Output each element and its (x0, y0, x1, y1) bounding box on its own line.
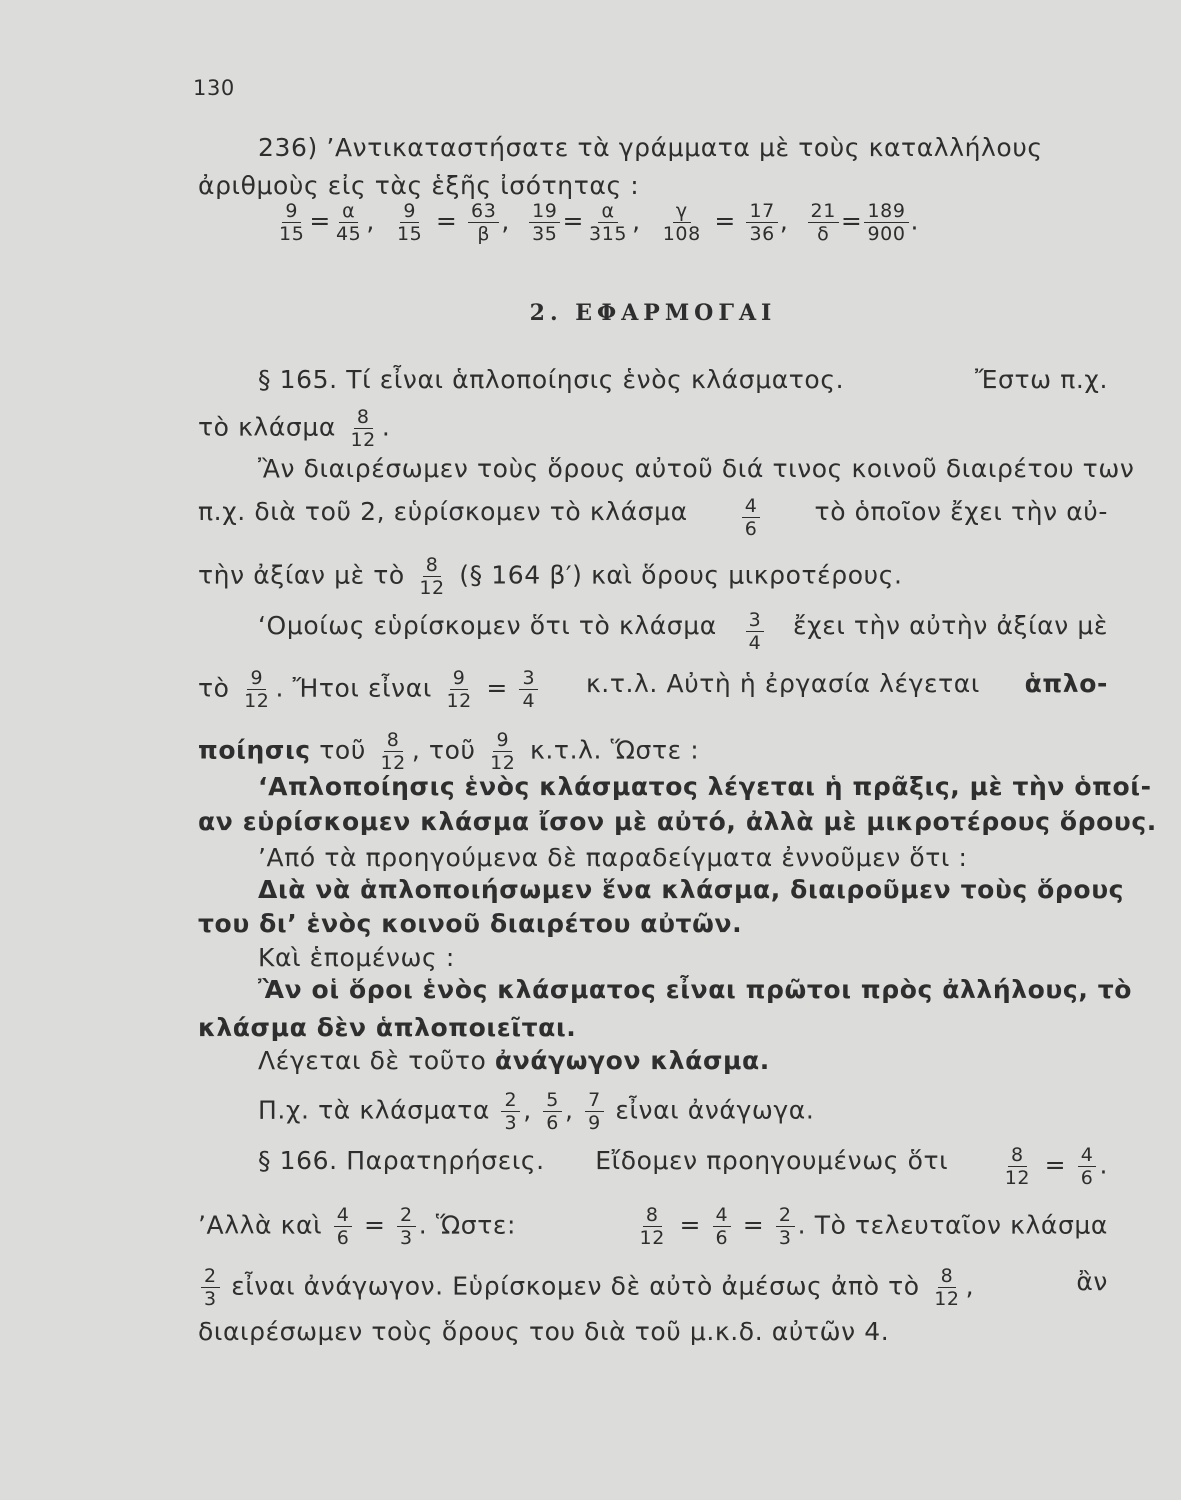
fraction: $\frac{9}{15}$ (396, 200, 423, 245)
paragraph-line (198, 496, 1108, 539)
fraction: $\frac{2}{3}$ (201, 1266, 220, 1309)
fraction: $\frac{8}{12}$ (380, 729, 406, 774)
fraction: $\frac{4}{6}$ (713, 1205, 732, 1248)
text: τὸ κλάσμα (198, 412, 336, 442)
text-bold: ‘Απλοποίησις ἑνὸς κλάσματος λέγεται ἡ πρᾶξις, μὲ τὴν ὁποί- (258, 772, 1152, 801)
exercise-equations: $\frac{9}{15}$ = $\frac{\alpha}{45}$ , $\frac{9}{15}$ = $\frac{63}{\beta}$ , $\frac{19}{35}$ = $\frac{\alpha}{315}$ , $\frac{\gamma}{108}$ = $\frac{17}{36}$ , $\frac{21}{\delta}$ = $\frac{189}{900}$ . (274, 201, 919, 244)
text: π.χ. διὰ τοῦ 2, εὑρίσκομεν τὸ κλάσμα (198, 497, 688, 526)
paragraph-line (258, 942, 1108, 974)
text-bold: ἀνάγωγον κλάσμα. (494, 1046, 770, 1075)
fraction: $\frac{21}{\delta}$ (808, 201, 839, 244)
text: τὸ (198, 673, 230, 703)
text: Καὶ ἑπομένως : (258, 943, 455, 972)
text-bold: ἁπλο- (1024, 669, 1108, 698)
fraction: $\frac{\alpha}{315}$ (589, 200, 628, 245)
text-bold: του δι’ ἑνὸς κοινοῦ διαιρέτου αὐτῶν. (198, 909, 743, 938)
paragraph-line (258, 1045, 1108, 1077)
text-bold: ποίησις (198, 735, 311, 765)
fraction: $\frac{9}{12}$ (490, 729, 516, 774)
paragraph-line (258, 842, 1108, 874)
fraction: $\frac{17}{36}$ (746, 201, 777, 244)
fraction: $\frac{3}{4}$ (519, 668, 538, 711)
text: ἀριθμοὺς εἰς τὰς ἑξῆς ἰσότητας : (198, 171, 640, 200)
fraction: $\frac{9}{15}$ (279, 200, 305, 245)
text: Ἔστω π.χ. (974, 365, 1108, 394)
text: τὸ ὁποῖον ἔχει τὴν αὐ- (814, 497, 1108, 526)
text: κ.τ.λ. Αὐτὴ ἡ ἐργασία λέγεται (585, 669, 980, 698)
fraction: $\frac{5}{6}$ (543, 1090, 562, 1133)
page-number: 130 (193, 76, 235, 100)
fraction: $\frac{7}{9}$ (585, 1090, 604, 1133)
exercise-line (198, 170, 1108, 202)
paragraph-line (258, 453, 1135, 485)
fraction: $\frac{8}{12}$ (350, 406, 376, 451)
fraction: $\frac{4}{6}$ (334, 1205, 353, 1248)
text: εἶναι ἀνάγωγον. Εὑρίσκομεν δὲ αὐτὸ ἀμέσως ἀπὸ τὸ (231, 1271, 920, 1301)
section-title: § 165. Τί εἶναι ἁπλοποίησις ἑνὸς κλάσματος. (258, 365, 845, 394)
text: Π.χ. τὰ κλάσματα (258, 1095, 490, 1125)
paragraph-line: $\frac{2}{3}$ εἶναι ἀνάγωγον. Εὑρίσκομεν δὲ αὐτὸ ἀμέσως ἀπὸ τὸ $\frac{8}{12}$ , ἂν (198, 1266, 1108, 1309)
paragraph-line (258, 610, 1108, 653)
rule-line (258, 974, 1133, 1006)
fraction: $\frac{\gamma}{108}$ (662, 200, 701, 245)
text: ‘Ομοίως εὑρίσκομεν ὅτι τὸ κλάσμα (258, 611, 717, 640)
definition-line (258, 771, 1152, 803)
text: 236) ’Αντικαταστήσατε τὰ γράμματα μὲ τοὺς καταλλήλους (258, 133, 1043, 162)
fraction: $\frac{8}{12}$ (419, 554, 445, 599)
text: . Ὥστε: (418, 1210, 516, 1240)
text: ἂν (1076, 1267, 1108, 1296)
fraction: $\frac{2}{3}$ (501, 1090, 520, 1133)
paragraph-line: τὸ κλάσμα $\frac{8}{12}$ . (198, 406, 391, 451)
fraction: $\frac{8}{12}$ (934, 1265, 960, 1310)
text: κ.τ.λ. Ὥστε : (530, 735, 700, 765)
text: . Τὸ τελευταῖον κλάσμα (797, 1210, 1108, 1240)
paragraph-line: ποίησις τοῦ $\frac{8}{12}$ , τοῦ $\frac{9}{12}$ κ.τ.λ. Ὥστε : (198, 729, 700, 774)
rule-line (258, 874, 1125, 906)
exercise-line (258, 132, 1108, 164)
fraction: $\frac{63}{\beta}$ (468, 201, 499, 244)
section-heading: 2. ΕΦΑΡΜΟΓΑΙ (529, 300, 777, 326)
text: Λέγεται δὲ τοῦτο (258, 1046, 487, 1075)
fraction: $\frac{19}{35}$ (529, 201, 560, 244)
text: Ἂν διαιρέσωμεν τοὺς ὅρους αὐτοῦ διά τινος κοινοῦ διαιρέτου των (258, 454, 1135, 483)
fraction: $\frac{9}{12}$ (244, 667, 270, 712)
rule-line (198, 1012, 1108, 1044)
text-bold: κλάσμα δὲν ἁπλοποιεῖται. (198, 1013, 577, 1042)
text: (§ 164 β′) καὶ ὅρους μικροτέρους. (459, 560, 903, 590)
fraction: $\frac{2}{3}$ (397, 1205, 416, 1248)
text: Εἴδομεν προηγουμένως ὅτι (595, 1146, 949, 1175)
text-bold: αν εὑρίσκομεν κλάσμα ἴσον μὲ αὐτό, ἀλλὰ μὲ μικροτέρους ὅρους. (198, 807, 1157, 836)
paragraph-line (258, 364, 1108, 396)
fraction: $\frac{4}{6}$ (1078, 1145, 1097, 1188)
text: τὴν ἀξίαν μὲ τὸ (198, 560, 405, 590)
fraction: $\frac{189}{900}$ (864, 201, 908, 244)
paragraph-line: § 166. Παρατηρήσεις. Εἴδομεν προηγουμένως ὅτι $\frac{8}{12}$ = $\frac{4}{6}$ . (258, 1144, 1108, 1189)
rule-line (198, 908, 1108, 940)
text-bold: Ἂν οἱ ὅροι ἑνὸς κλάσματος εἶναι πρῶτοι πρὸς ἀλλήλους, τὸ (258, 975, 1133, 1004)
text: εἶναι ἀνάγωγα. (615, 1095, 815, 1125)
fraction: $\frac{8}{12}$ (1004, 1144, 1031, 1189)
text-bold: Διὰ νὰ ἁπλοποιήσωμεν ἕνα κλάσμα, διαιροῦμεν τοὺς ὅρους (258, 875, 1125, 904)
text: διαιρέσωμεν τοὺς ὅρους του διὰ τοῦ μ.κ.δ. αὐτῶν 4. (198, 1317, 890, 1346)
definition-line (198, 806, 1157, 838)
paragraph-line (198, 1316, 1108, 1348)
paragraph-line (198, 555, 1108, 598)
text: . Ἤτοι εἶναι (275, 673, 432, 703)
fraction: $\frac{2}{3}$ (776, 1205, 795, 1248)
fraction: $\frac{4}{6}$ (742, 496, 761, 539)
paragraph-line: τὸ $\frac{9}{12}$ . Ἤτοι εἶναι $\frac{9}{12}$ = $\frac{3}{4}$ κ.τ.λ. Αὐτὴ ἡ ἐργασία λέγεται ἁπλο- (198, 667, 1108, 712)
fraction: $\frac{9}{12}$ (446, 667, 472, 712)
fraction: $\frac{\alpha}{45}$ (335, 200, 362, 245)
text: ’Αλλὰ καὶ (198, 1210, 323, 1240)
paragraph-line: Π.χ. τὰ κλάσματα $\frac{2}{3}$ , $\frac{5}{6}$ , $\frac{7}{9}$ εἶναι ἀνάγωγα. (258, 1089, 815, 1134)
fraction: $\frac{8}{12}$ (639, 1204, 665, 1249)
text: ἔχει τὴν αὐτὴν ἀξίαν μὲ (793, 611, 1108, 640)
text: ’Από τὰ προηγούμενα δὲ παραδείγματα ἐννοῦμεν ὅτι : (258, 843, 968, 872)
paragraph-line: ’Αλλὰ καὶ $\frac{4}{6}$ = $\frac{2}{3}$ . Ὥστε: $\frac{8}{12}$ = $\frac{4}{6}$ = $\frac{2}{3}$ . Τὸ τελευταῖον κλάσμα (198, 1204, 1108, 1249)
text: τοῦ (319, 735, 366, 765)
fraction: $\frac{3}{4}$ (746, 610, 765, 653)
section-title: § 166. Παρατηρήσεις. (258, 1146, 545, 1175)
